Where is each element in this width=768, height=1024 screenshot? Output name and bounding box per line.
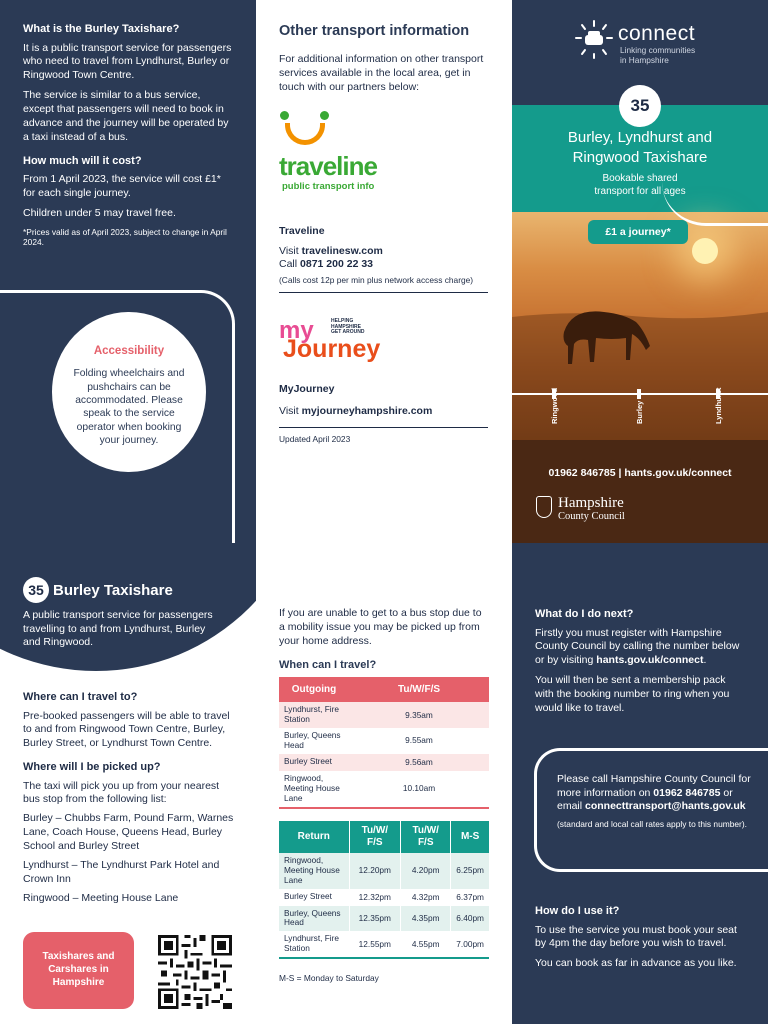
table-row: Burley Street 12.32pm 4.32pm 6.37pm	[279, 889, 489, 906]
stop-label-burley: Burley	[635, 400, 644, 424]
text-cost-2: Children under 5 may travel free.	[23, 206, 176, 219]
accessibility-circle	[52, 312, 206, 472]
heading-use: How do I use it?	[535, 905, 620, 917]
connect-logo	[574, 18, 714, 68]
table-row: Burley, Queens Head 9.55am	[284, 730, 433, 750]
traveline-url[interactable]: travelinesw.com	[301, 244, 383, 257]
outgoing-header: Outgoing	[279, 677, 349, 702]
panel-other-transport	[256, 0, 512, 543]
register-link[interactable]: hants.gov.uk/connect	[596, 654, 704, 667]
table-row: Ringwood, Meeting House Lane 10.10am	[284, 772, 436, 803]
myjourney-url[interactable]: myjourneyhampshire.com	[301, 404, 433, 417]
call-info-box: Please call Hampshire County Council for more information on 01962 846785 or email connecttransport@hants.gov.uk (standard and local call rates apply to this number).	[534, 748, 768, 872]
connect-tagline: Linking communities in Hampshire	[620, 45, 696, 65]
council-sub: County Council	[558, 511, 625, 522]
cover-contact[interactable]: 01962 846785 | hants.gov.uk/connect	[548, 467, 732, 479]
table-row: Burley, Queens Head 12.35pm 4.35pm 6.40pm	[279, 906, 489, 932]
heading-what-is: What is the Burley Taxishare?	[23, 23, 180, 35]
text-pickup: The taxi will pick you up from your nearest bus stop from the following list:	[23, 779, 220, 806]
text-use-2: You can book as far in advance as you like.	[535, 957, 737, 970]
qr-code[interactable]	[158, 935, 232, 1009]
panel-timetable	[256, 543, 512, 1024]
sun-glow	[692, 238, 718, 264]
price-tag: £1 a journey*	[588, 220, 688, 244]
myjourney-logo	[279, 313, 488, 373]
traveline-dot-right	[320, 111, 329, 120]
traveline-visit: Visit travelinesw.com	[279, 244, 383, 257]
text-where: Pre-booked passengers will be able to travel to and from Ringwood Town Centre, Burley, Burley Street, or Lyndhurst Town Centre.	[23, 709, 230, 750]
heading-when: When can I travel?	[279, 658, 377, 671]
table-row: Lyndhurst, Fire Station 12.55pm 4.55pm 7.00pm	[279, 931, 489, 958]
traveline-call-note: (Calls cost 12p per min plus network access charge)	[279, 275, 474, 286]
traveline-name: Traveline	[279, 224, 325, 237]
timetable-footnote: M-S = Monday to Saturday	[279, 973, 379, 984]
text-use-1: To use the service you must book your seat by 4pm the day before you wish to travel.	[535, 923, 737, 950]
outgoing-timetable	[279, 677, 489, 809]
myjourney-tagline: HELPING HAMPSHIRE GET AROUND	[331, 317, 365, 336]
text-what-2: The service is similar to a bus service, except that passengers will need to book in advance and the journey will be operated by a taxi instead of a bus.	[23, 89, 229, 143]
divider	[279, 292, 488, 293]
home-pickup-text: If you are unable to get to a bus stop due to a mobility issue you may be picked up from your home address.	[279, 607, 482, 647]
traveline-dot-left	[280, 111, 289, 120]
panel-burley-taxishare	[0, 543, 256, 1024]
text-next-1: Firstly you must register with Hampshire County Council by calling the number below or by visiting hants.gov.uk/connect.	[535, 626, 740, 667]
table-row: Burley Street 9.56am	[279, 754, 489, 771]
return-days-header-1: Tu/W/ F/S	[349, 821, 401, 853]
route-number-badge-small: 35	[23, 577, 49, 603]
council-crest-icon	[536, 496, 552, 518]
heading-where: Where can I travel to?	[23, 691, 138, 703]
route-number-badge: 35	[619, 85, 661, 127]
myjourney-name: MyJourney	[279, 382, 335, 395]
return-days-header-2: Tu/W/ F/S	[401, 821, 451, 853]
heading-pickup: Where will I be picked up?	[23, 761, 161, 774]
connect-car-icon	[574, 18, 614, 62]
outgoing-days-header: Tu/W/F/S	[349, 677, 489, 702]
connect-wordmark: connect	[618, 22, 696, 45]
section-body	[23, 681, 238, 910]
panel-next-steps	[512, 543, 768, 1024]
text-lyndhurst-stops: Lyndhurst – The Lyndhurst Park Hotel and Crown Inn	[23, 858, 220, 885]
text-what-1: It is a public transport service for passengers who need to travel from Lyndhurst, Burley or Ringwood Town Centre.	[23, 41, 232, 82]
return-days-header-3: M-S	[451, 821, 489, 853]
traveline-wordmark: traveline	[279, 150, 377, 181]
cover-subtitle: Bookable shared transport for all ages	[594, 173, 686, 197]
cover-contact-band	[512, 440, 768, 543]
header-blob	[0, 543, 256, 671]
myjourney-wordmark-journey: Journey	[283, 334, 381, 363]
traveline-call: Call 0871 200 22 33	[279, 258, 374, 271]
stop-label-lyndhurst: Lyndhurst	[714, 387, 723, 424]
text-cost-note: *Prices valid as of April 2023, subject to change in April 2024.	[23, 226, 227, 248]
divider	[279, 427, 488, 428]
call-phone[interactable]: 01962 846785	[653, 786, 721, 799]
heading-next: What do I do next?	[535, 608, 634, 620]
traveline-phone[interactable]: 0871 200 22 33	[300, 258, 374, 271]
cover-title: Burley, Lyndhurst and Ringwood Taxishare	[567, 129, 713, 166]
accessibility-title: Accessibility	[93, 345, 165, 357]
other-transport-title: Other transport information	[279, 23, 470, 39]
text-cost-1: From 1 April 2023, the service will cost £1* for each single journey.	[23, 173, 221, 199]
section-title: 35 Burley Taxishare	[23, 577, 173, 603]
call-rate-note: (standard and local call rates apply to this number).	[557, 818, 747, 829]
myjourney-wordmark-my: my	[279, 316, 314, 344]
stop-label-ringwood: Ringwood	[550, 387, 559, 424]
traveline-smile-icon	[285, 123, 325, 145]
traveline-logo	[279, 111, 488, 211]
return-header: Return	[279, 821, 349, 853]
heading-cost: How much will it cost?	[23, 154, 142, 167]
text-burley-stops: Burley – Chubbs Farm, Pound Farm, Warnes Lane, Coach House, Queens Head, Burley School and Burley Street	[23, 812, 234, 853]
taxishares-carshares-button[interactable]: Taxishares and Carshares in Hampshire	[23, 932, 134, 1009]
traveline-tagline: public transport info	[282, 180, 375, 192]
return-timetable	[279, 821, 489, 960]
council-name: Hampshire	[558, 495, 624, 511]
panel-cover	[512, 0, 768, 543]
call-email[interactable]: connecttransport@hants.gov.uk	[585, 800, 746, 813]
text-ringwood-stops: Ringwood – Meeting House Lane	[23, 891, 179, 904]
section-intro: A public transport service for passengers travelling to and from Lyndhurst, Burley and Ringwood.	[23, 609, 213, 649]
panel-about	[0, 0, 256, 543]
accessibility-text: Folding wheelchairs and pushchairs can be accommodated. Please speak to the service operator when booking your journey.	[73, 368, 185, 447]
text-next-2: You will then be sent a membership pack with the booking number to ring when you would like to travel.	[535, 674, 730, 714]
table-row: Ringwood, Meeting House Lane 12.20pm 4.20pm 6.25pm	[279, 853, 489, 889]
other-transport-intro: For additional information on other transport services available in the local area, get in touch with our partners below:	[279, 53, 484, 93]
updated-date: Updated April 2023	[279, 433, 351, 444]
table-row: Lyndhurst, Fire Station 9.35am	[279, 702, 489, 728]
myjourney-visit: Visit myjourneyhampshire.com	[279, 404, 433, 417]
